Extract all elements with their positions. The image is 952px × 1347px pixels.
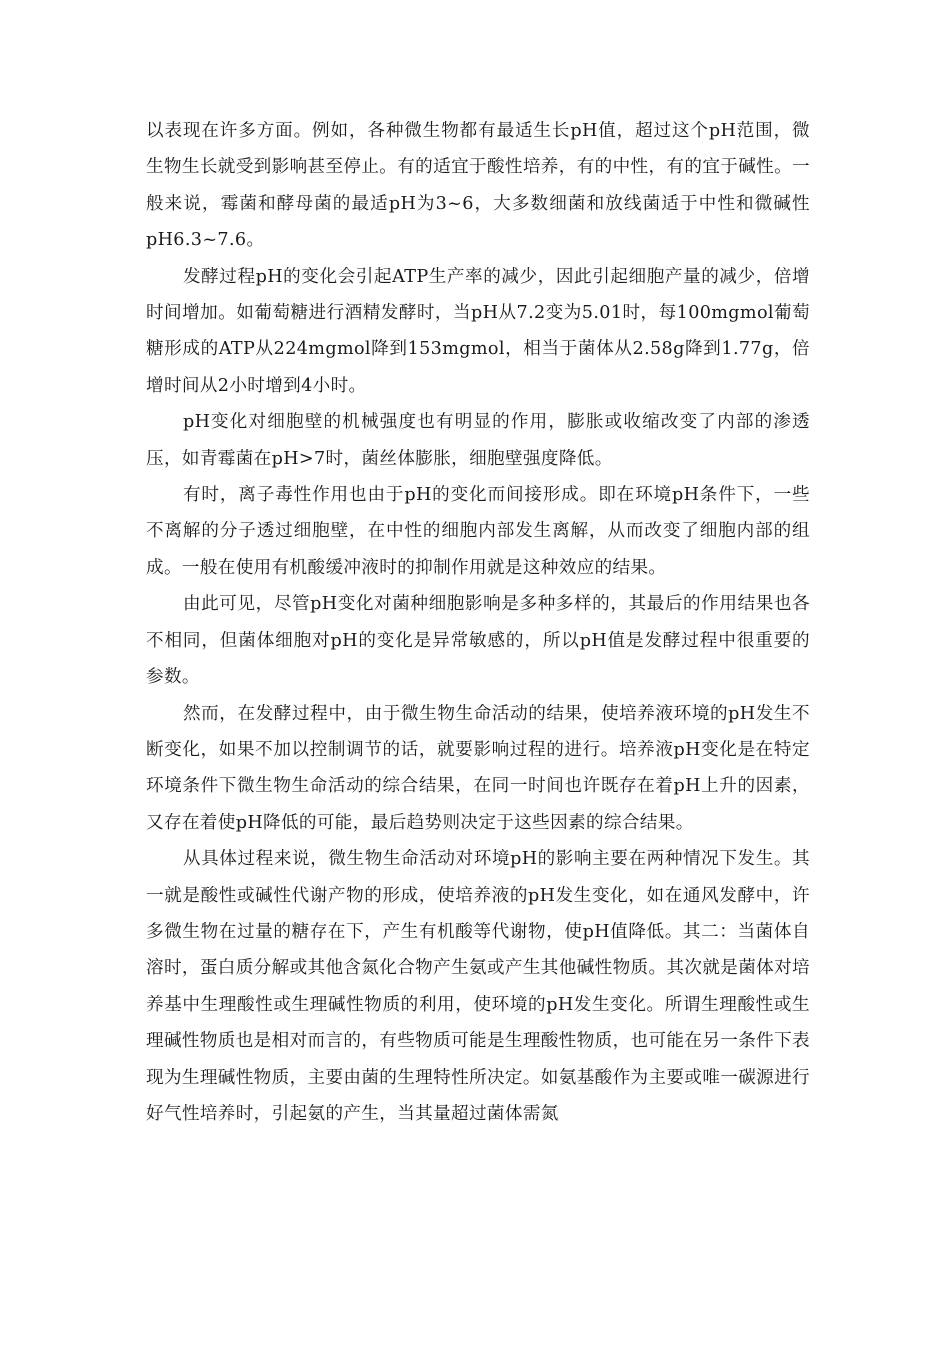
paragraph-atp-effect: 发酵过程pH的变化会引起ATP生产率的减少，因此引起细胞产量的减少，倍增时间增加。如葡萄糖进行酒精发酵时，当pH从7.2变为5.01时，每100mgmol葡萄糖形成的ATP从224mgmol降到153mgmol，相当于菌体从2.58g降到1.77g，倍增时间从2小时增到4小时。: [146, 266, 810, 396]
document-page: [146, 113, 810, 1132]
paragraph-ion-toxicity: 有时，离子毒性作用也由于pH的变化而间接形成。即在环境pH条件下，一些不离解的分子透过细胞壁，在中性的细胞内部发生离解，从而改变了细胞内部的组成。一般在使用有机酸缓冲液时的抑制作用就是这种效应的结果。: [146, 485, 810, 578]
paragraph-conclusion: 由此可见，尽管pH变化对菌种细胞影响是多种多样的，其最后的作用结果也各不相同，但菌体细胞对pH的变化是异常敏感的，所以pH值是发酵过程中很重要的参数。: [146, 594, 810, 688]
paragraph-ph-change: 然而，在发酵过程中，由于微生物生命活动的结果，使培养液环境的pH发生不断变化，如果不加以控制调节的话，就要影响过程的进行。培养液pH变化是在特定环境条件下微生物生命活动的综合结果，在同一时间也许既存在着pH上升的因素，又存在着使pH降低的可能，最后趋势则决定于这些因素的综合结果。: [146, 703, 810, 833]
paragraph-continuation: 以表现在许多方面。例如，各种微生物都有最适生长pH值，超过这个pH范围，微生物生长就受到影响甚至停止。有的适宜于酸性培养，有的中性，有的宜于碱性。一般来说，霉菌和酵母菌的最适pH为3~6，大多数细菌和放线菌适于中性和微碱性pH6.3~7.6。: [146, 121, 810, 251]
paragraph-cell-wall: pH变化对细胞壁的机械强度也有明显的作用，膨胀或收缩改变了内部的渗透压，如青霉菌在pH>7时，菌丝体膨胀，细胞壁强度降低。: [146, 412, 810, 469]
paragraph-specific-process: 从具体过程来说，微生物生命活动对环境pH的影响主要在两种情况下发生。其一就是酸性或碱性代谢产物的形成，使培养液的pH发生变化，如在通风发酵中，许多微生物在过量的糖存在下，产生有机酸等代谢物，使pH值降低。其二：当菌体自溶时，蛋白质分解或其他含氮化合物产生氨或产生其他碱性物质。其次就是菌体对培养基中生理酸性或生理碱性物质的利用，使环境的pH发生变化。所谓生理酸性或生理碱性物质也是相对而言的，有些物质可能是生理酸性物质，也可能在另一条件下表现为生理碱性物质，主要由菌的生理特性所决定。如氨基酸作为主要或唯一碳源进行好气性培养时，引起氨的产生，当其量超过菌体需氮: [146, 849, 810, 1124]
